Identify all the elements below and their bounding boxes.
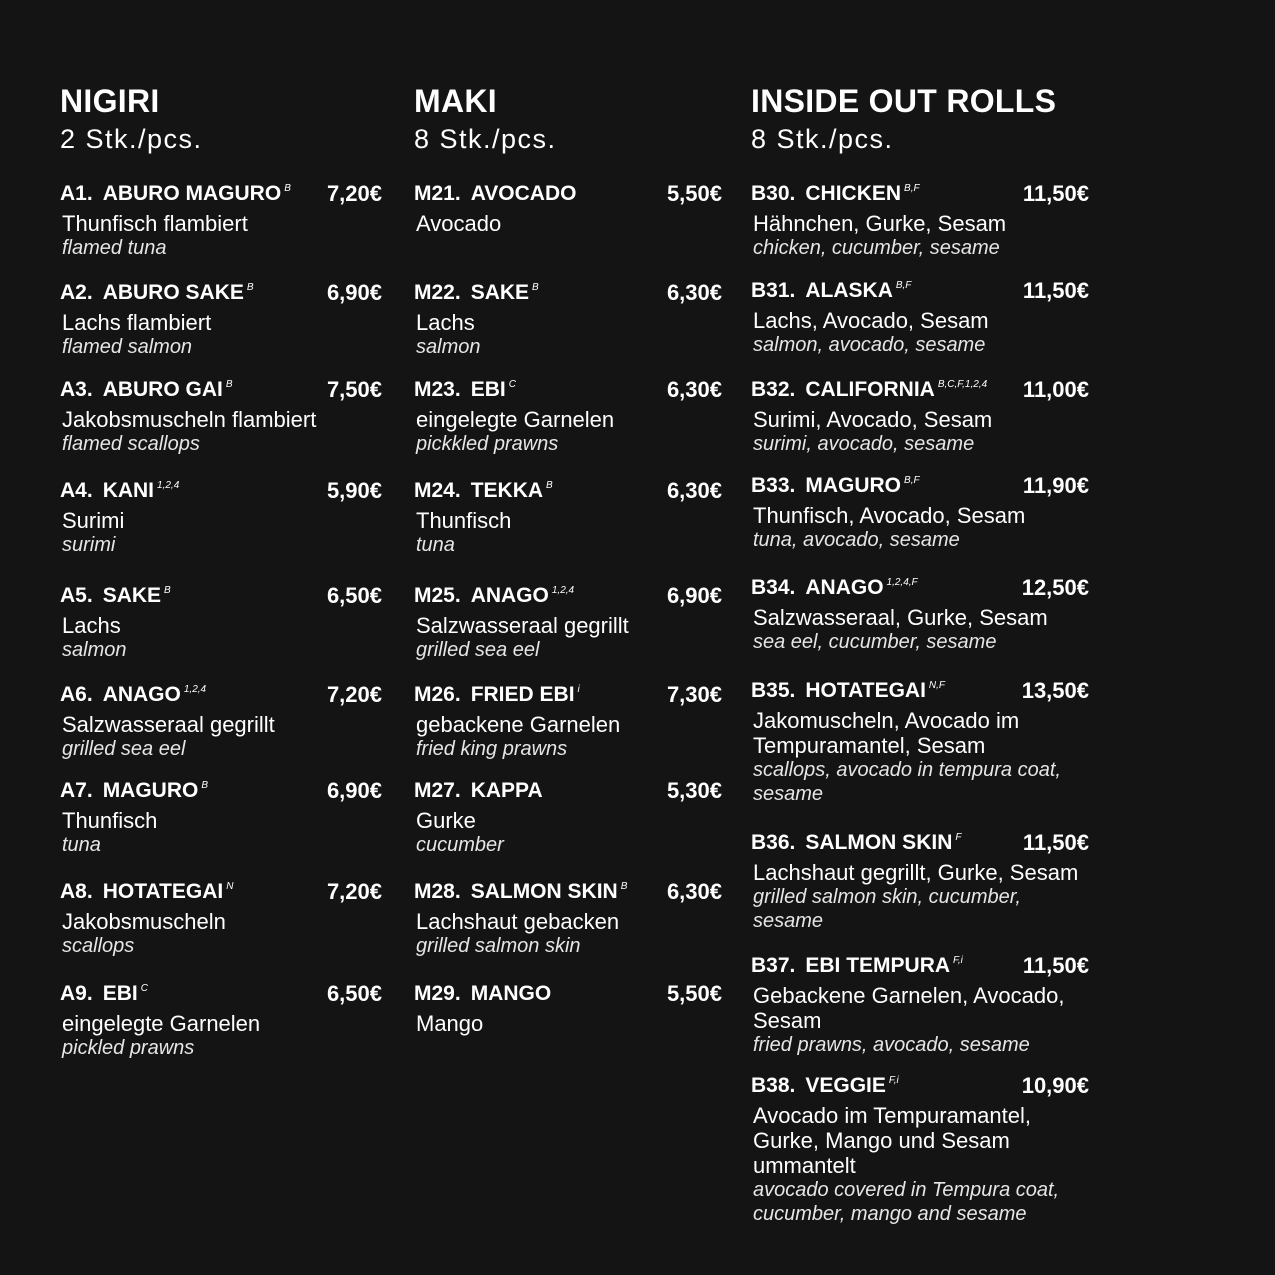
menu-item — [60, 376, 382, 456]
item-name: TEKKA — [470, 479, 544, 502]
item-description-de: Lachs — [416, 310, 475, 335]
item-allergens: B — [284, 183, 291, 194]
menu-item — [60, 980, 382, 1060]
item-description-de: Jakobsmuscheln — [62, 909, 226, 934]
menu-item — [414, 582, 722, 662]
menu-item — [751, 952, 1089, 1057]
nigiri-section — [60, 83, 382, 1059]
item-description-en: salmon — [416, 336, 481, 358]
item-allergens: B — [532, 282, 539, 293]
item-name: CALIFORNIA — [805, 378, 935, 401]
item-name: ALASKA — [805, 279, 893, 302]
item-price: 5,30€ — [666, 778, 722, 803]
item-description-de: Gurke — [416, 808, 476, 833]
item-description-de: Surimi — [62, 508, 125, 533]
item-allergens: 1,2,4 — [157, 480, 180, 491]
item-description-en: salmon — [62, 639, 127, 661]
item-price: 6,30€ — [666, 377, 722, 402]
menu-item — [60, 878, 382, 958]
item-description-en: fried prawns, avocado, sesame — [753, 1034, 1030, 1056]
menu-item — [414, 777, 722, 857]
item-name: SAKE — [102, 584, 162, 607]
item-description-de: eingelegte Garnelen — [416, 407, 615, 432]
item-price: 7,20€ — [326, 181, 382, 206]
item-description-de: Hähnchen, Gurke, Sesam — [753, 211, 1007, 236]
menu-item — [414, 878, 722, 958]
item-code: M25. — [414, 584, 461, 607]
item-price: 11,00€ — [1022, 377, 1089, 402]
item-description-de: Salzwasseraal, Gurke, Sesam — [753, 605, 1048, 630]
item-name: EBI TEMPURA — [805, 954, 951, 977]
menu-item — [414, 279, 722, 359]
item-name: MANGO — [470, 982, 552, 1005]
item-price: 11,50€ — [1022, 953, 1089, 978]
item-description-en: flamed tuna — [62, 237, 167, 259]
item-description-en: flamed salmon — [62, 336, 193, 358]
item-price: 11,50€ — [1022, 278, 1089, 303]
item-price: 11,90€ — [1022, 473, 1089, 498]
menu-item — [751, 677, 1089, 806]
menu-item — [414, 477, 722, 557]
item-description-en: tuna — [416, 534, 455, 556]
item-price: 11,50€ — [1022, 830, 1089, 855]
item-price: 7,50€ — [326, 377, 382, 402]
item-allergens: B,F — [904, 183, 920, 194]
item-name: ABURO MAGURO — [102, 182, 282, 205]
item-code: M24. — [414, 479, 461, 502]
item-name: ANAGO — [470, 584, 549, 607]
item-name: ABURO SAKE — [102, 281, 244, 304]
item-description-en: grilled salmon skin — [416, 935, 581, 957]
item-description-de: Thunfisch — [62, 808, 158, 833]
item-name: EBI — [102, 982, 138, 1005]
item-code: B34. — [751, 576, 796, 599]
item-description-de: Thunfisch, Avocado, Sesam — [753, 503, 1026, 528]
item-code: B38. — [751, 1074, 796, 1097]
item-allergens: B — [164, 585, 171, 596]
menu-item — [414, 180, 722, 236]
item-code: A1. — [60, 182, 93, 205]
item-description-de: gebackene Garnelen — [416, 712, 621, 737]
item-description-en: surimi, avocado, sesame — [753, 433, 975, 455]
item-price: 5,90€ — [326, 478, 382, 503]
item-description-de: Lachshaut gebacken — [416, 909, 620, 934]
item-description-en: surimi — [62, 534, 116, 556]
item-name: KANI — [102, 479, 155, 502]
item-description-de: Gebackene Garnelen, Avocado, Sesam — [753, 983, 1065, 1033]
item-code: B37. — [751, 954, 796, 977]
item-description-en: pickkled prawns — [416, 433, 559, 455]
item-name: SALMON SKIN — [470, 880, 618, 903]
item-name: AVOCADO — [470, 182, 577, 205]
item-description-en: fried king prawns — [416, 738, 568, 760]
item-name: ANAGO — [102, 683, 181, 706]
item-price: 6,30€ — [666, 280, 722, 305]
maki-section — [414, 83, 722, 1036]
item-code: M29. — [414, 982, 461, 1005]
item-code: B31. — [751, 279, 796, 302]
item-allergens: 1,2,4 — [551, 585, 575, 596]
item-code: A7. — [60, 779, 93, 802]
item-description-de: Mango — [416, 1011, 484, 1036]
menu-item — [751, 277, 1089, 357]
section-subtitle: 8 Stk./pcs. — [414, 124, 557, 154]
item-name: EBI — [470, 378, 506, 401]
menu-item — [60, 180, 382, 260]
menu-item — [414, 376, 722, 456]
item-allergens: F,i — [953, 955, 963, 966]
item-code: A9. — [60, 982, 93, 1005]
section-title: MAKI — [414, 83, 497, 119]
item-price: 10,90€ — [1021, 1073, 1089, 1098]
item-name: HOTATEGAI — [805, 679, 926, 702]
item-allergens: B,F — [895, 280, 912, 291]
item-allergens: i — [577, 684, 580, 695]
item-code: M26. — [414, 683, 461, 706]
item-name: VEGGIE — [805, 1074, 886, 1097]
item-name: MAGURO — [805, 474, 902, 497]
item-description-en: avocado covered in Tempura coat, cucumber, mango and sesame — [753, 1179, 1060, 1225]
item-allergens: B,C,F,1,2,4 — [937, 379, 988, 390]
item-price: 6,30€ — [666, 478, 722, 503]
menu-item — [751, 472, 1089, 552]
item-price: 7,20€ — [326, 682, 382, 707]
rolls-section — [751, 83, 1099, 1225]
menu-item — [60, 279, 382, 359]
item-description-en: scallops — [62, 935, 135, 957]
item-description-de: Surimi, Avocado, Sesam — [753, 407, 993, 432]
item-description-en: salmon, avocado, sesame — [753, 334, 986, 356]
item-name: FRIED EBI — [470, 683, 575, 706]
item-code: M21. — [414, 182, 461, 205]
item-allergens: C — [140, 983, 148, 994]
item-allergens: F — [955, 832, 962, 843]
item-description-en: tuna, avocado, sesame — [753, 529, 960, 551]
item-code: M23. — [414, 378, 461, 401]
menu-item — [60, 777, 382, 857]
item-price: 5,50€ — [666, 981, 722, 1006]
item-code: A5. — [60, 584, 93, 607]
item-description-en: grilled sea eel — [62, 738, 186, 760]
item-description-de: Avocado im Tempuramantel, Gurke, Mango und Sesam ummantelt — [753, 1103, 1031, 1178]
item-name: ABURO GAI — [102, 378, 223, 401]
item-description-en: chicken, cucumber, sesame — [753, 237, 1000, 259]
menu-item — [751, 376, 1089, 456]
item-code: M27. — [414, 779, 461, 802]
item-description-en: pickled prawns — [62, 1037, 195, 1059]
item-allergens: B — [201, 780, 209, 791]
item-description-de: Jakomuscheln, Avocado im Tempuramantel, Sesam — [753, 708, 1020, 758]
item-description-en: cucumber — [416, 834, 504, 856]
item-name: SAKE — [470, 281, 530, 304]
item-price: 11,50€ — [1022, 181, 1089, 206]
menu-item — [751, 180, 1089, 260]
item-description-de: Thunfisch — [416, 508, 512, 533]
item-description-en: flamed scallops — [62, 433, 200, 455]
item-allergens: F,i — [888, 1075, 899, 1086]
item-description-de: Salzwasseraal gegrillt — [62, 712, 275, 737]
item-code: A2. — [60, 281, 93, 304]
menu-item — [751, 1072, 1089, 1226]
item-price: 5,50€ — [666, 181, 722, 206]
item-name: SALMON SKIN — [805, 831, 953, 854]
section-title: NIGIRI — [60, 83, 160, 119]
item-description-de: Lachs — [62, 613, 121, 638]
item-description-en: sea eel, cucumber, sesame — [753, 631, 997, 653]
menu-item — [60, 681, 382, 761]
item-price: 7,30€ — [666, 682, 722, 707]
item-allergens: B — [620, 881, 628, 892]
item-code: B35. — [751, 679, 796, 702]
item-description-en: tuna — [62, 834, 101, 856]
section-title: INSIDE OUT ROLLS — [751, 83, 1057, 119]
item-price: 13,50€ — [1021, 678, 1089, 703]
item-description-de: Lachs, Avocado, Sesam — [753, 308, 989, 333]
item-price: 6,50€ — [326, 583, 382, 608]
item-description-en: grilled sea eel — [416, 639, 540, 661]
item-code: A4. — [60, 479, 93, 502]
item-description-de: Lachshaut gegrillt, Gurke, Sesam — [753, 860, 1079, 885]
item-price: 12,50€ — [1021, 575, 1089, 600]
item-allergens: B — [246, 282, 254, 293]
menu-item — [751, 829, 1089, 933]
item-allergens: B — [225, 379, 233, 390]
section-subtitle: 2 Stk./pcs. — [60, 124, 203, 154]
item-description-de: Jakobsmuscheln flambiert — [62, 407, 317, 432]
item-allergens: C — [508, 379, 516, 390]
menu-item — [414, 980, 722, 1036]
item-description-en: scallops, avocado in tempura coat, sesame — [753, 759, 1061, 805]
item-allergens: B,F — [904, 475, 920, 486]
item-code: B36. — [751, 831, 796, 854]
menu-item — [414, 681, 722, 761]
menu-item — [751, 574, 1089, 654]
item-price: 6,50€ — [326, 981, 382, 1006]
item-allergens: N — [226, 881, 234, 892]
item-allergens: B — [546, 480, 553, 491]
item-name: ANAGO — [805, 576, 884, 599]
item-price: 7,20€ — [326, 879, 382, 904]
menu-item — [60, 477, 382, 557]
item-price: 6,90€ — [666, 583, 722, 608]
section-subtitle: 8 Stk./pcs. — [751, 124, 894, 154]
item-allergens: 1,2,4,F — [886, 577, 918, 588]
item-name: MAGURO — [102, 779, 199, 802]
item-price: 6,30€ — [666, 879, 722, 904]
item-code: B30. — [751, 182, 796, 205]
item-description-de: Thunfisch flambiert — [62, 211, 248, 236]
item-name: KAPPA — [470, 779, 543, 802]
item-description-de: eingelegte Garnelen — [62, 1011, 261, 1036]
item-code: M22. — [414, 281, 461, 304]
item-code: A8. — [60, 880, 93, 903]
item-price: 6,90€ — [326, 778, 382, 803]
item-code: M28. — [414, 880, 461, 903]
item-description-de: Salzwasseraal gegrillt — [416, 613, 629, 638]
item-code: A3. — [60, 378, 93, 401]
item-description-de: Lachs flambiert — [62, 310, 212, 335]
item-allergens: N,F — [928, 680, 946, 691]
item-code: A6. — [60, 683, 93, 706]
menu-item — [60, 582, 382, 662]
item-description-de: Avocado — [416, 211, 502, 236]
item-description-en: grilled salmon skin, cucumber, sesame — [753, 886, 1021, 932]
item-allergens: 1,2,4 — [183, 684, 207, 695]
item-name: HOTATEGAI — [102, 880, 224, 903]
item-price: 6,90€ — [326, 280, 382, 305]
item-name: CHICKEN — [805, 182, 902, 205]
item-code: B32. — [751, 378, 796, 401]
item-code: B33. — [751, 474, 796, 497]
